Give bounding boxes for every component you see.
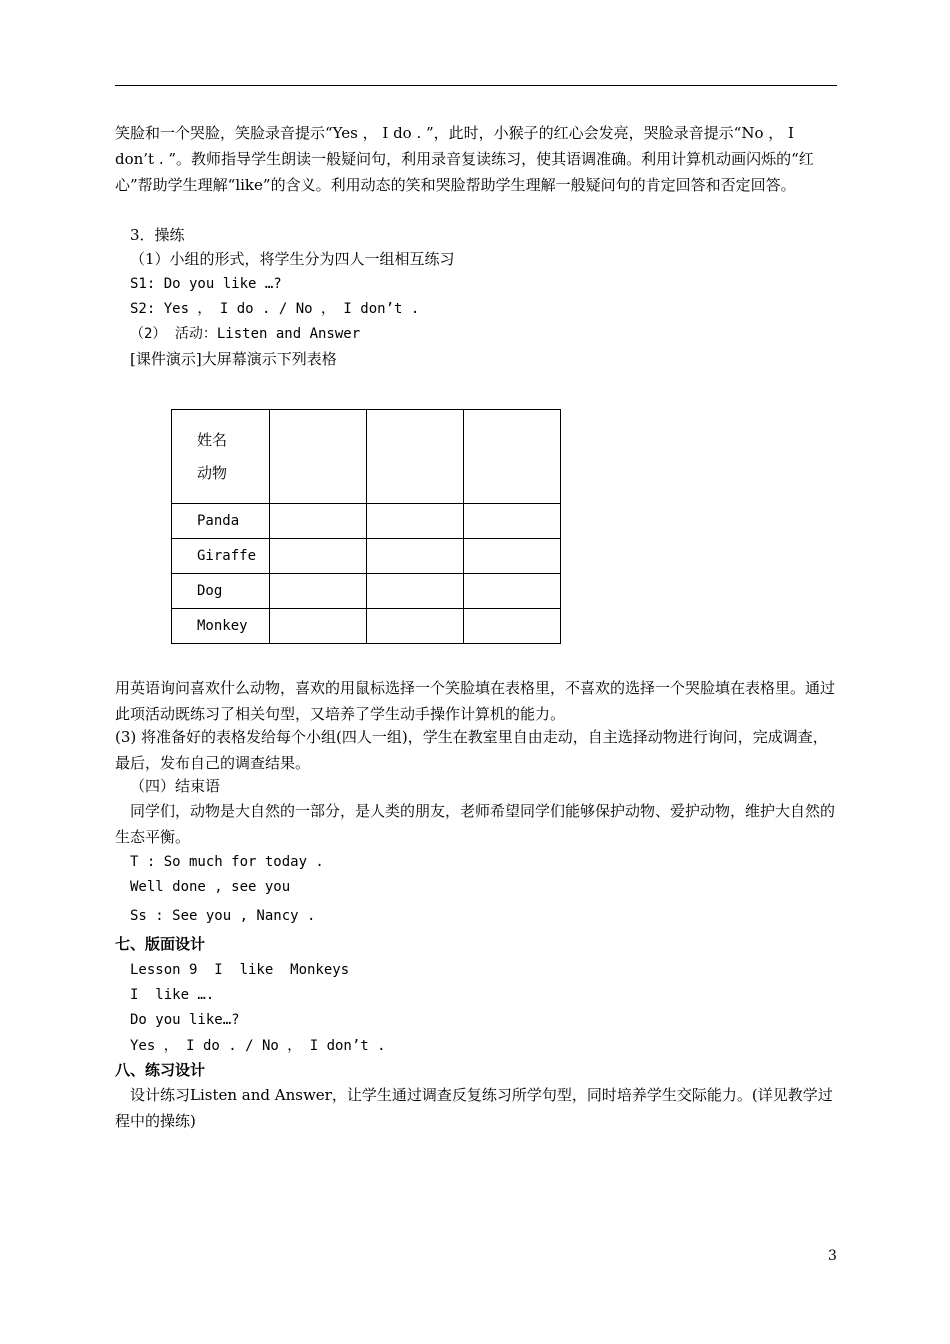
board-line-1: Lesson 9 I like Monkeys <box>130 962 350 978</box>
exercise-design-heading: 八、练习设计 <box>115 1061 206 1079</box>
exercise-design-paragraph: 设计练习Listen and Answer，让学生通过调查反复练习所学句型，同时培养学生交际能力。(详见教学过程中的操练) <box>115 1086 833 1130</box>
table-row <box>172 609 561 644</box>
row-label-panda: Panda <box>172 504 270 539</box>
section3-heading: 3．操练 <box>130 226 185 244</box>
closing-line-1: T : So much for today . <box>130 854 324 870</box>
intro-paragraph: 笑脸和一个哭脸，笑脸录音提示“Yes ， I do . ”，此时，小猴子的红心会发亮，哭脸录音提示“No ， I don’t . ”。教师指导学生朗读一般疑问句，利用录音复读练习，使其语调准确。利用计算机动画闪烁的“红心”帮助学生理解“like”的含义。利用动态的笑和哭脸帮助学生理解一般疑问句的肯定回答和否定回答。 <box>115 124 814 194</box>
table-cell <box>270 410 367 504</box>
step3-paragraph: (3) 将准备好的表格发给每个小组(四人一组)，学生在教室里自由走动，自主选择动物进行询问，完成调查，最后，发布自己的调查结果。 <box>115 728 828 772</box>
board-line-3: Do you like…? <box>130 1012 240 1028</box>
table-header-cell <box>172 410 270 504</box>
closing-line-3: Ss : See you , Nancy . <box>130 908 316 924</box>
practice-step1: （1）小组的形式，将学生分为四人一组相互练习 <box>130 250 455 268</box>
survey-table <box>171 409 561 644</box>
header-name-label: 姓名 <box>197 430 228 449</box>
board-line-4: Yes ， I do . / No ， I don’t . <box>130 1038 386 1054</box>
row-label-dog: Dog <box>172 574 270 609</box>
conclusion-heading: （四）结束语 <box>130 777 221 795</box>
table-row <box>172 504 561 539</box>
row-label-monkey: Monkey <box>172 609 270 644</box>
board-design-heading: 七、版面设计 <box>115 935 206 953</box>
dialog-s2: S2: Yes ， I do . / No ， I don’t . <box>130 301 420 317</box>
header-animal-label: 动物 <box>197 463 228 482</box>
board-line-2: I like …. <box>130 987 215 1003</box>
table-row <box>172 539 561 574</box>
courseware-demo-note: [课件演示]大屏幕演示下列表格 <box>130 350 337 368</box>
dialog-s1: S1: Do you like …? <box>130 276 282 292</box>
table-cell <box>367 410 464 504</box>
header-rule <box>115 85 837 86</box>
closing-line-2: Well done , see you <box>130 879 291 895</box>
page-number: 3 <box>828 1248 837 1264</box>
table-cell <box>464 410 561 504</box>
row-label-giraffe: Giraffe <box>172 539 270 574</box>
table-row <box>172 574 561 609</box>
conclusion-paragraph: 同学们，动物是大自然的一部分，是人类的朋友，老师希望同学们能够保护动物、爱护动物，维护大自然的生态平衡。 <box>115 802 836 846</box>
practice-step2: （2） 活动：Listen and Answer <box>130 326 361 342</box>
after-table-paragraph: 用英语询问喜欢什么动物，喜欢的用鼠标选择一个笑脸填在表格里，不喜欢的选择一个哭脸填在表格里。通过此项活动既练习了相关句型，又培养了学生动手操作计算机的能力。 <box>115 679 836 723</box>
